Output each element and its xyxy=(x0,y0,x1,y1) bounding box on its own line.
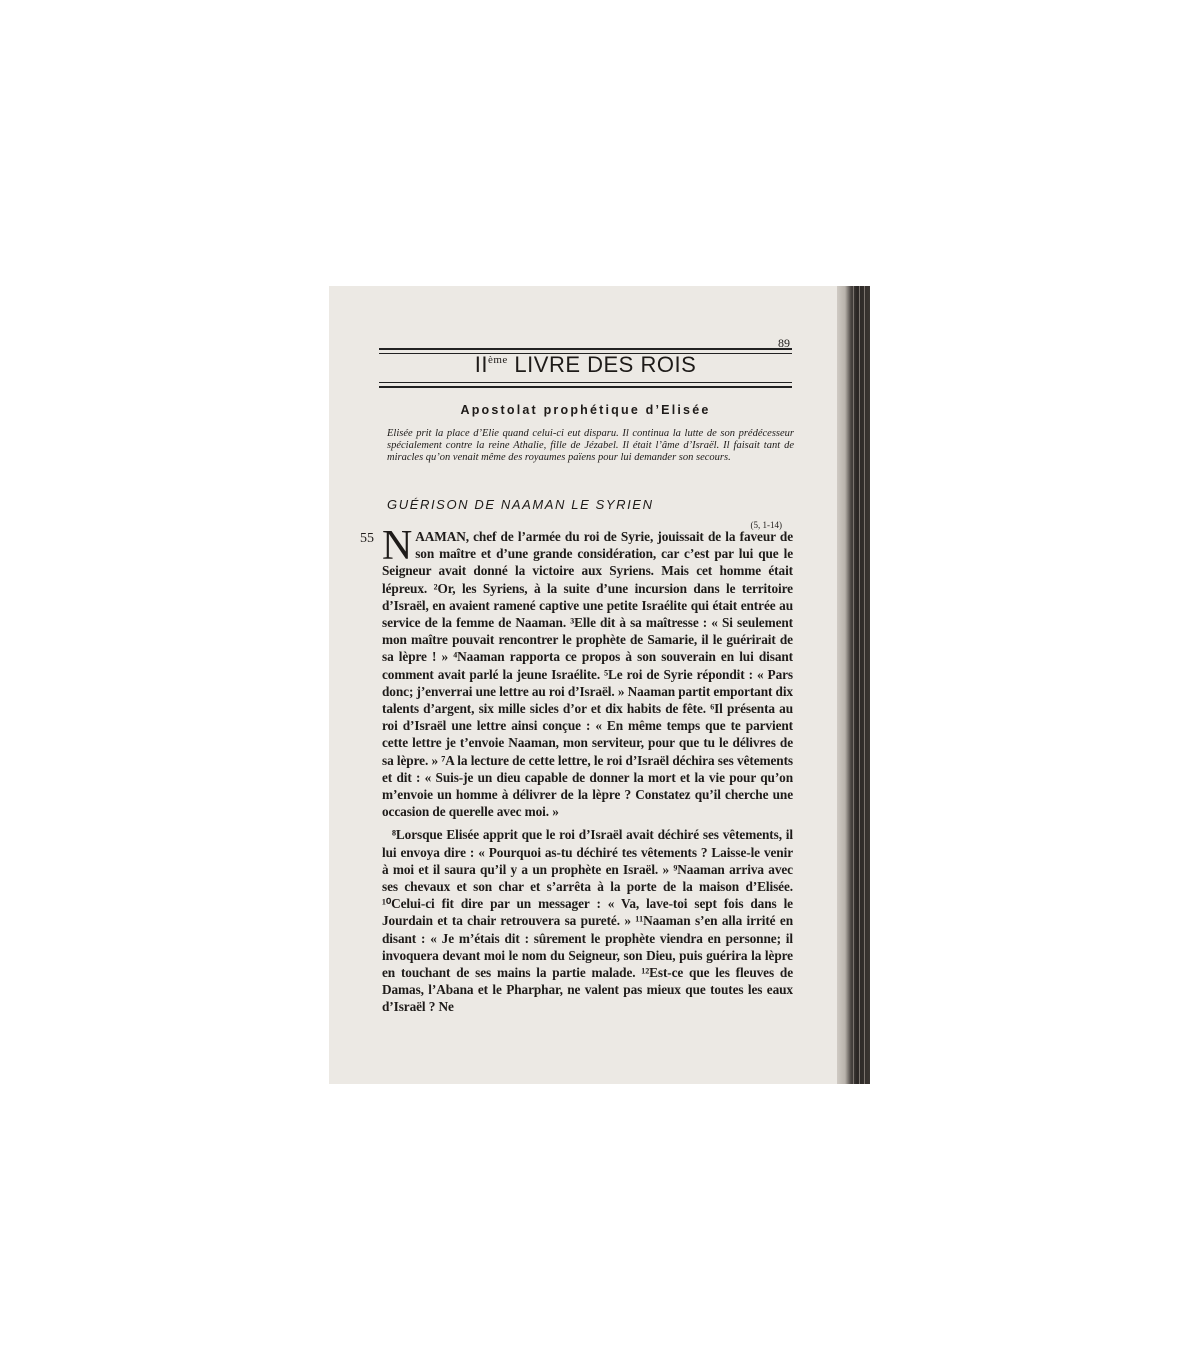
page-edge xyxy=(837,286,870,1084)
book-page xyxy=(329,286,837,1084)
paragraph-number: 55 xyxy=(360,531,374,546)
paragraph-text: AAMAN, chef de l’armée du roi de Syrie, jouissait de la faveur de son maître et d’une grande considération, car c’est par lui que le Seigneur avait donné la victoire aux Syriens. Mais cet homme était lépreux. ²Or, les Syriens, à la suite d’une incursion dans le territoire d’Israël, en avaient ramené captive une petite Israélite qui était entrée au service de la femme de Naaman. ³Elle dit à sa maîtresse : « Si seulement mon maître pouvait rencontrer le prophète de Samarie, il le guérirait de sa lèpre ! » ⁴Naaman rapporta ce propos à son souverain en lui disant comment avait parlé la jeune Israélite. ⁵Le roi de Syrie répondit : « Pars donc; j’enverrai une lettre au roi d’Israël. » Naaman partit emportant dix talents d’argent, six mille sicles d’or et dix habits de fête. ⁶Il présenta au roi d’Israël une lettre ainsi conçue : « En même temps que te parvient cette lettre je t’envoie Naaman, mon serviteur, pour que tu le délivres de sa lèpre. » ⁷A la lecture de cette lettre, le roi d’Israël déchira ses vêtements et dit : « Suis-je un dieu capable de donner la mort et la vie pour qu’on m’envoie un homme à délivrer de la lèpre ? Constatez qu’il cherche une occasion de querelle avec moi. » xyxy=(382,529,793,820)
drop-cap: N xyxy=(382,523,413,569)
intro-text: Elisée prit la place d’Elie quand celui-ci eut disparu. Il continua la lutte de son prédécesseur spécialement contre la reine Athalie, fille de Jézabel. Il était l’âme d’Israël. Il faisait tant de miracles qu’on venait même des royaumes païens pour lui demander son secours. xyxy=(387,428,794,464)
book-title-sup: ème xyxy=(487,354,508,366)
paragraph: ⁸Lorsque Elisée apprit que le roi d’Israël avait déchiré ses vêtements, il lui envoya dire : « Pourquoi as-tu déchiré tes vêtements ? Laisse-le venir à moi et il saura qu’il y a un prophète en Israël. » ⁹Naaman arriva avec ses chevaux et son char et s’arrêta à la porte de la maison d’Elisée. ¹⁰Celui-ci fit dire par un messager : « Va, lave-toi sept fois dans le Jourdain et ta chair retrouvera sa pureté. » ¹¹Naaman s’en alla irrité en disant : « Je m’étais dit : sûrement le prophète viendra en personne; il invoquera devant moi le nom du Seigneur, son Dieu, puis guérira la lèpre en touchant de ses mains la partie malade. ¹²Est-ce que les fleuves de Damas, l’Abana et le Pharphar, ne valent pas mieux que toutes les eaux d’Israël ? Ne xyxy=(382,827,793,1015)
verse-reference: (5, 1-14) xyxy=(750,520,782,530)
book-title xyxy=(379,352,792,378)
page-number: 89 xyxy=(778,336,790,350)
header-rule xyxy=(379,386,792,388)
book-title-prefix: II xyxy=(474,352,488,377)
header-rule xyxy=(379,382,792,383)
section-title: Apostolat prophétique d’Elisée xyxy=(460,403,711,417)
header-rule xyxy=(379,348,792,350)
story-title: GUÉRISON DE NAAMAN LE SYRIEN xyxy=(387,497,654,512)
book-title-main: LIVRE DES ROIS xyxy=(514,352,697,377)
